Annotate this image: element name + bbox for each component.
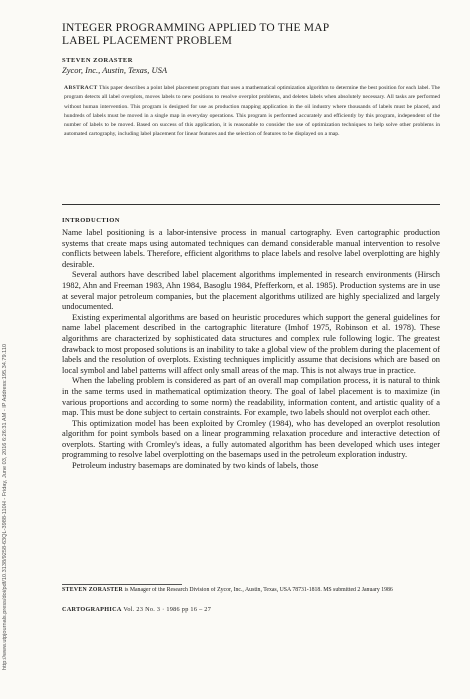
footnote-divider xyxy=(62,584,182,585)
paragraph: This optimization model has been exploited by Cromley (1984), who has developed an overplot resolution algorithm for point symbols based on a linear programming relaxation procedure and interactive detection of overplots. Starting with Cromley's ideas, a fully automated algorithm has been developed which uses integer programming to resolve label overplotting on the basemaps used in the petroleum exploration industry. xyxy=(62,418,440,460)
footnote-submitted: MS submitted 2 January 1986 xyxy=(323,587,393,593)
article-page xyxy=(62,22,440,613)
paragraph: Several authors have described label placement algorithms implemented in research environments (Hirsch 1982, Ahn and Freeman 1983, Ahn 1984, Basoglu 1984, Pfefferkorn, et al. 1985). Production systems are in use at several major petroleum companies, but the placement algorithms utilized are highly specialized and largely undocumented. xyxy=(62,270,440,312)
footnote-text: is Manager of the Research Division of Zycor, Inc., Austin, Texas, USA 78731-1818. xyxy=(124,587,322,593)
author-affiliation: Zycor, Inc., Austin, Texas, USA xyxy=(62,65,168,75)
abstract-divider xyxy=(62,204,440,205)
paragraph: When the labeling problem is considered as part of an overall map compilation process, it is natural to think in the same terms used in mathematical optimization theory. The goal of label placement is to maximize (in various proportions and according to some norm) the readability, information content, and artistic quality of a map. This must be done subject to certain constraints. For example, two labels should not overplot each other. xyxy=(62,376,440,418)
journal-volume: Vol. 23 No. 3 · 1986 pp 16 – 27 xyxy=(123,606,212,613)
section-heading: INTRODUCTION xyxy=(62,217,121,224)
journal-name: CARTOGRAPHICA xyxy=(62,606,122,613)
footnote-author: STEVEN ZORASTER xyxy=(62,587,124,593)
abstract xyxy=(64,84,440,204)
abstract-text: This paper describes a point label placement program that uses a mathematical optimization algorithm to determine the best position for each label. The program detects all label overplots, moves labels to new positions to resolve overplot problems, and deletes labels when absolutely necessary. All tasks are performed without human intervention. This program is designed for use as production mapping application in the oil industry where thousands of labels must be placed, and hundreds of labels must be moved in a single map in everyday operations. This program is performed accurately and efficiently by this program, independent of the number of labels to be moved. Based on success of this application, it is reasonable to consider the use of optimization techniques to help solve other problems in automated cartography, including label placement for linear features and the selection of features to be displayed on a map. xyxy=(64,85,440,138)
abstract-label: ABSTRACT xyxy=(64,85,98,91)
download-watermark: http://www.utpjournals.press/doi/pdf/10.3138/9258-63QL-3988-110H - Friday, June 03, 2016 6:26:31 AM - IP Address:195.34.79.110 xyxy=(2,343,8,670)
article-title: INTEGER PROGRAMMING APPLIED TO THE MAP LABEL PLACEMENT PROBLEM xyxy=(62,22,329,47)
footnote xyxy=(62,587,440,603)
paragraph: Name label positioning is a labor-intensive process in manual cartography. Even cartographic production systems that create maps using automated techniques can demand considerable manual intervention to resolve conflicts between labels. Therefore, efficient algorithms to place labels and resolve label overplotting are highly desirable. xyxy=(62,228,440,269)
paragraph: Petroleum industry basemaps are dominated by two kinds of labels, those xyxy=(72,461,319,471)
body-text xyxy=(62,228,440,583)
paragraph: Existing experimental algorithms are based on heuristic procedures which support the general guidelines for name label placement described in the cartographic literature (Imhof 1975, Robinson et al. 1978). These algorithms are characterized by sophisticated data structures and complex rule following logic. The greatest drawback to most proposed solutions is an inability to take a global view of the problem during the placement of labels and the resolution of overplots. Existing techniques implicitly assume that decisions which are based on local symbol and label patterns will affect only small areas of the map. This is not always true in practice. xyxy=(62,312,440,375)
author-name: STEVEN ZORASTER xyxy=(62,57,133,64)
journal-citation xyxy=(62,606,440,613)
